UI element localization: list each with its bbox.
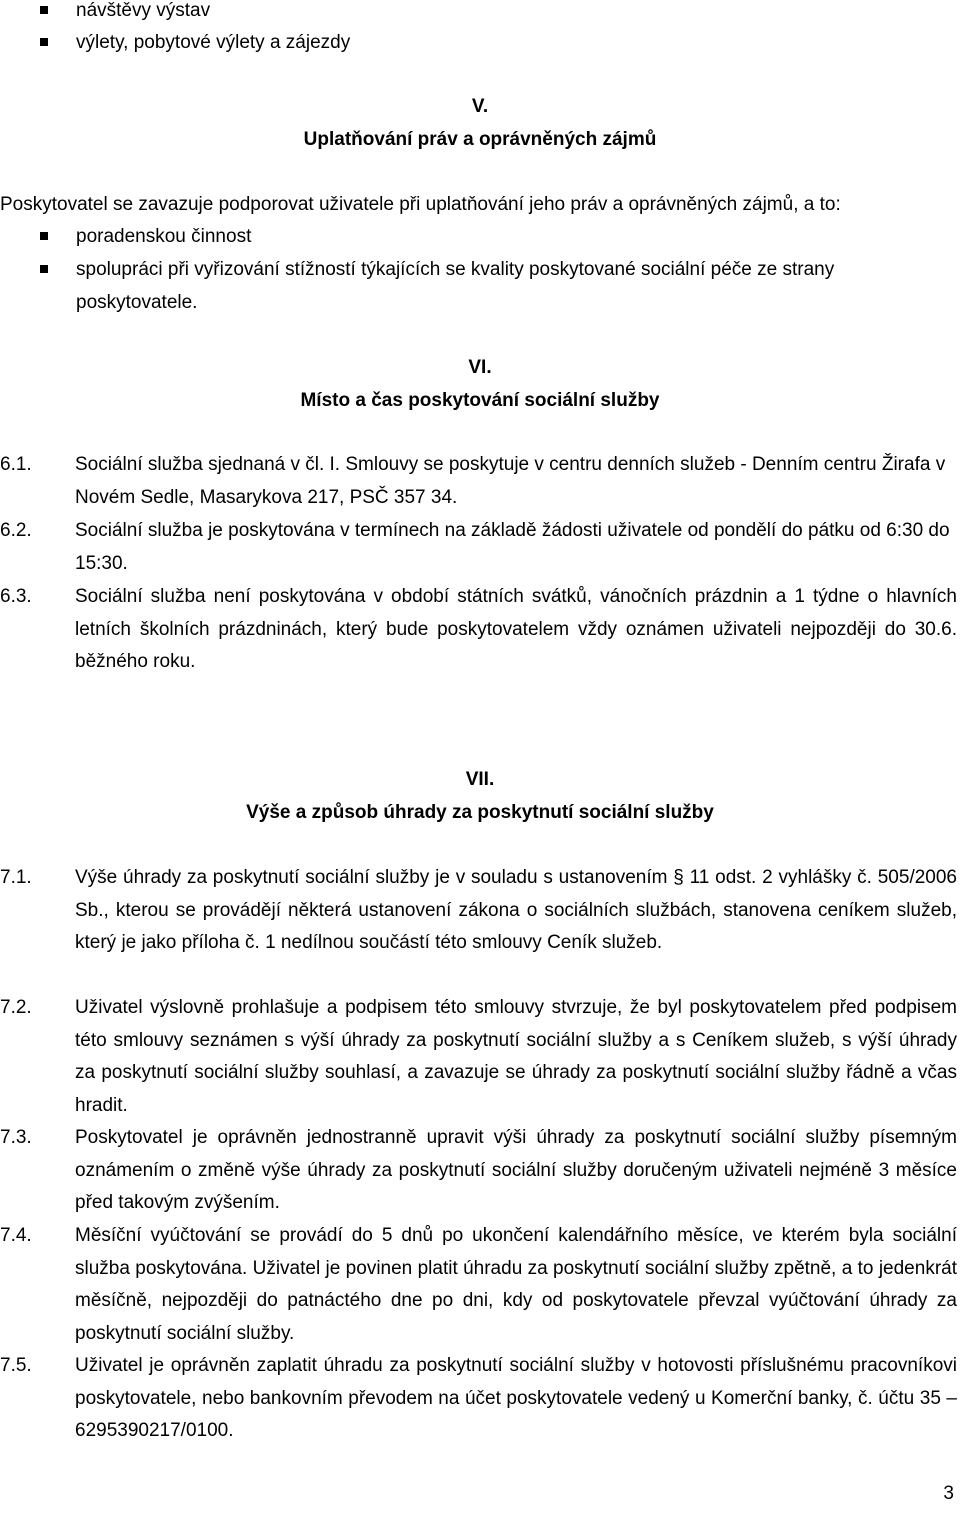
- clause-number: 7.3.: [0, 1127, 32, 1148]
- clause-text: Uživatel výslovně prohlašuje a podpisem této smlouvy stvrzuje, že byl poskytovatelem před podpisem této smlouvy seznámen s výší úhrady za poskytnutí sociální služby a s Ceníkem služeb, s výší úhrady za poskytnutí sociální služby souhlasí, a zavazuje se úhrady za poskytnutí sociální služby řádně a včas hradit.: [75, 997, 957, 1116]
- clause-number: 7.4.: [0, 1225, 32, 1246]
- clause-text: Uživatel je oprávněn zaplatit úhradu za poskytnutí sociální služby v hotovosti příslušnému pracovníkovi poskytovatele, nebo bankovním převodem na účet poskytovatele vedený u Komerční banky, č. účtu 35 – 6295390217/0100.: [75, 1355, 957, 1441]
- section-number: VII.: [465, 769, 495, 790]
- section-number: VI.: [468, 357, 492, 378]
- clause-text: Poskytovatel je oprávněn jednostranně upravit výši úhrady za poskytnutí sociální služby písemným oznámením o změně výše úhrady za poskytnutí sociální služby doručeným uživateli nejméně 3 měsíce před takovým zvýšením.: [75, 1127, 957, 1213]
- clause-text: Měsíční vyúčtování se provádí do 5 dnů po ukončení kalendářního měsíce, ve kterém byla sociální služba poskytována. Uživatel je povinen platit úhradu za poskytnutí sociální služby zpětně, a to jedenkrát měsíčně, nejpozději do patnáctého dne po dni, kdy od poskytovatele převzal vyúčtování úhrady za poskytnutí sociální služby.: [75, 1225, 957, 1344]
- square-bullet-icon: [40, 265, 48, 273]
- section-title: Výše a způsob úhrady za poskytnutí sociální služby: [246, 802, 714, 823]
- clause-text: Výše úhrady za poskytnutí sociální služby je v souladu s ustanovením § 11 odst. 2 vyhlášky č. 505/2006 Sb., kterou se provádějí některá ustanovení zákona o sociálních službách, stanovena ceníkem služeb, který je jako příloha č. 1 nedílnou součástí této smlouvy Ceník služeb.: [75, 867, 957, 953]
- square-bullet-icon: [40, 38, 48, 46]
- clause-number: 6.1.: [0, 454, 32, 475]
- clause-number: 7.2.: [0, 997, 32, 1018]
- list-item-text: spolupráci při vyřizování stížností týkajících se kvality poskytované sociální péče ze strany poskytovatele.: [76, 259, 835, 313]
- section-title: Místo a čas poskytování sociální služby: [300, 390, 660, 411]
- clause-number: 7.1.: [0, 867, 32, 888]
- clause-text: Sociální služba není poskytována v období státních svátků, vánočních prázdnin a 1 týdne o hlavních letních školních prázdninách, který bude poskytovatelem vždy oznámen uživateli nejpozději do 30.6. běžného roku.: [75, 586, 957, 672]
- clause-text: Sociální služba je poskytována v termínech na základě žádosti uživatele od pondělí do pátku od 6:30 do 15:30.: [75, 520, 950, 574]
- list-item-text: poradenskou činnost: [76, 226, 252, 247]
- clause-number: 7.5.: [0, 1355, 32, 1376]
- page-number: 3: [943, 1483, 954, 1504]
- clause-number: 6.3.: [0, 586, 32, 607]
- list-item-text: výlety, pobytové výlety a zájezdy: [76, 32, 351, 53]
- section-intro: Poskytovatel se zavazuje podporovat uživatele při uplatňování jeho práv a oprávněných zájmů, a to:: [0, 194, 841, 215]
- clause-number: 6.2.: [0, 520, 32, 541]
- square-bullet-icon: [40, 6, 48, 14]
- clause-text: Sociální služba sjednaná v čl. I. Smlouvy se poskytuje v centru denních služeb - Denním centru Žirafa v Novém Sedle, Masarykova 217, PSČ 357 34.: [75, 454, 946, 508]
- section-number: V.: [471, 96, 489, 117]
- square-bullet-icon: [40, 232, 48, 240]
- section-title: Uplatňování práv a oprávněných zájmů: [303, 129, 657, 150]
- list-item-text: návštěvy výstav: [76, 0, 211, 21]
